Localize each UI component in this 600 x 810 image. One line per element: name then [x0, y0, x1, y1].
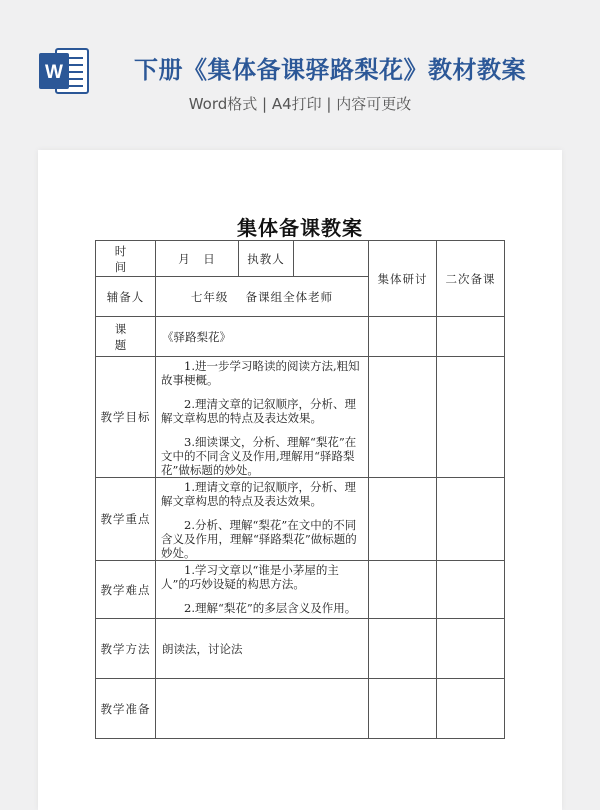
preparation-label: 教学准备	[96, 679, 156, 739]
time-label: 时 间	[96, 241, 156, 277]
difficulty-item: 2.理解“梨花”的多层含义及作用。	[184, 601, 357, 615]
topic-value[interactable]: 《驿路梨花》	[156, 317, 369, 357]
table-row	[96, 241, 505, 277]
objectives-content[interactable]	[156, 357, 369, 478]
methods-value[interactable]: 朗读法，讨论法	[156, 619, 369, 679]
key-point-item: 2.分析、理解“梨花”在文中的不同含义及作用，理解“驿路梨花”做标题的妙处。	[161, 518, 357, 560]
assistant-label: 辅备人	[96, 277, 156, 317]
table-row	[96, 619, 505, 679]
key-points-content[interactable]	[156, 478, 369, 561]
topic-label: 课 题	[96, 317, 156, 357]
preparation-discussion-cell[interactable]	[369, 679, 437, 739]
objective-item: 1.进一步学习略读的阅读方法,粗知故事梗概。	[161, 359, 360, 387]
page-header	[0, 0, 600, 125]
table-row	[96, 561, 505, 619]
page-title: 下册《集体备课驿路梨花》教材教案	[134, 56, 526, 84]
key-point-item: 1.理请文章的记叙顺序，分析、理解文章构思的特点及表达效果。	[161, 480, 356, 508]
second-prep-header: 二次备课	[437, 241, 505, 317]
lesson-plan-table	[95, 240, 505, 739]
table-row	[96, 357, 505, 478]
difficulties-second-prep-cell[interactable]	[437, 561, 505, 619]
assistant-value[interactable]: 七年级 备课组全体老师	[156, 277, 369, 317]
teacher-value[interactable]	[294, 241, 369, 277]
objective-item: 2.理清文章的记叙顺序，分析、理解文章构思的特点及表达效果。	[161, 397, 356, 425]
group-discussion-header: 集体研讨	[369, 241, 437, 317]
difficulties-label: 教学难点	[96, 561, 156, 619]
preparation-value[interactable]	[156, 679, 369, 739]
date-cell[interactable]: 月 日	[156, 241, 239, 277]
key-points-discussion-cell[interactable]	[369, 478, 437, 561]
topic-discussion-cell[interactable]	[369, 317, 437, 357]
objectives-label: 教学目标	[96, 357, 156, 478]
preparation-second-prep-cell[interactable]	[437, 679, 505, 739]
table-row	[96, 478, 505, 561]
table-row	[96, 317, 505, 357]
word-document-icon	[38, 46, 90, 96]
svg-text:W: W	[45, 62, 63, 83]
methods-second-prep-cell[interactable]	[437, 619, 505, 679]
objective-item: 3.细读课文，分析、理解“梨花”在文中的不同含义及作用,理解用“驿路梨花”做标题的妙处。	[161, 435, 357, 477]
methods-discussion-cell[interactable]	[369, 619, 437, 679]
form-title: 集体备课教案	[237, 216, 363, 240]
teacher-label: 执教人	[239, 241, 294, 277]
topic-second-prep-cell[interactable]	[437, 317, 505, 357]
objectives-second-prep-cell[interactable]	[437, 357, 505, 478]
difficulty-item: 1.学习文章以“谁是小茅屋的主人”的巧妙设疑的构思方法。	[161, 563, 339, 591]
difficulties-content[interactable]	[156, 561, 369, 619]
difficulties-discussion-cell[interactable]	[369, 561, 437, 619]
page-subtitle: Word格式 | A4打印 | 内容可更改	[188, 95, 412, 113]
key-points-label: 教学重点	[96, 478, 156, 561]
methods-label: 教学方法	[96, 619, 156, 679]
objectives-discussion-cell[interactable]	[369, 357, 437, 478]
table-row	[96, 679, 505, 739]
key-points-second-prep-cell[interactable]	[437, 478, 505, 561]
